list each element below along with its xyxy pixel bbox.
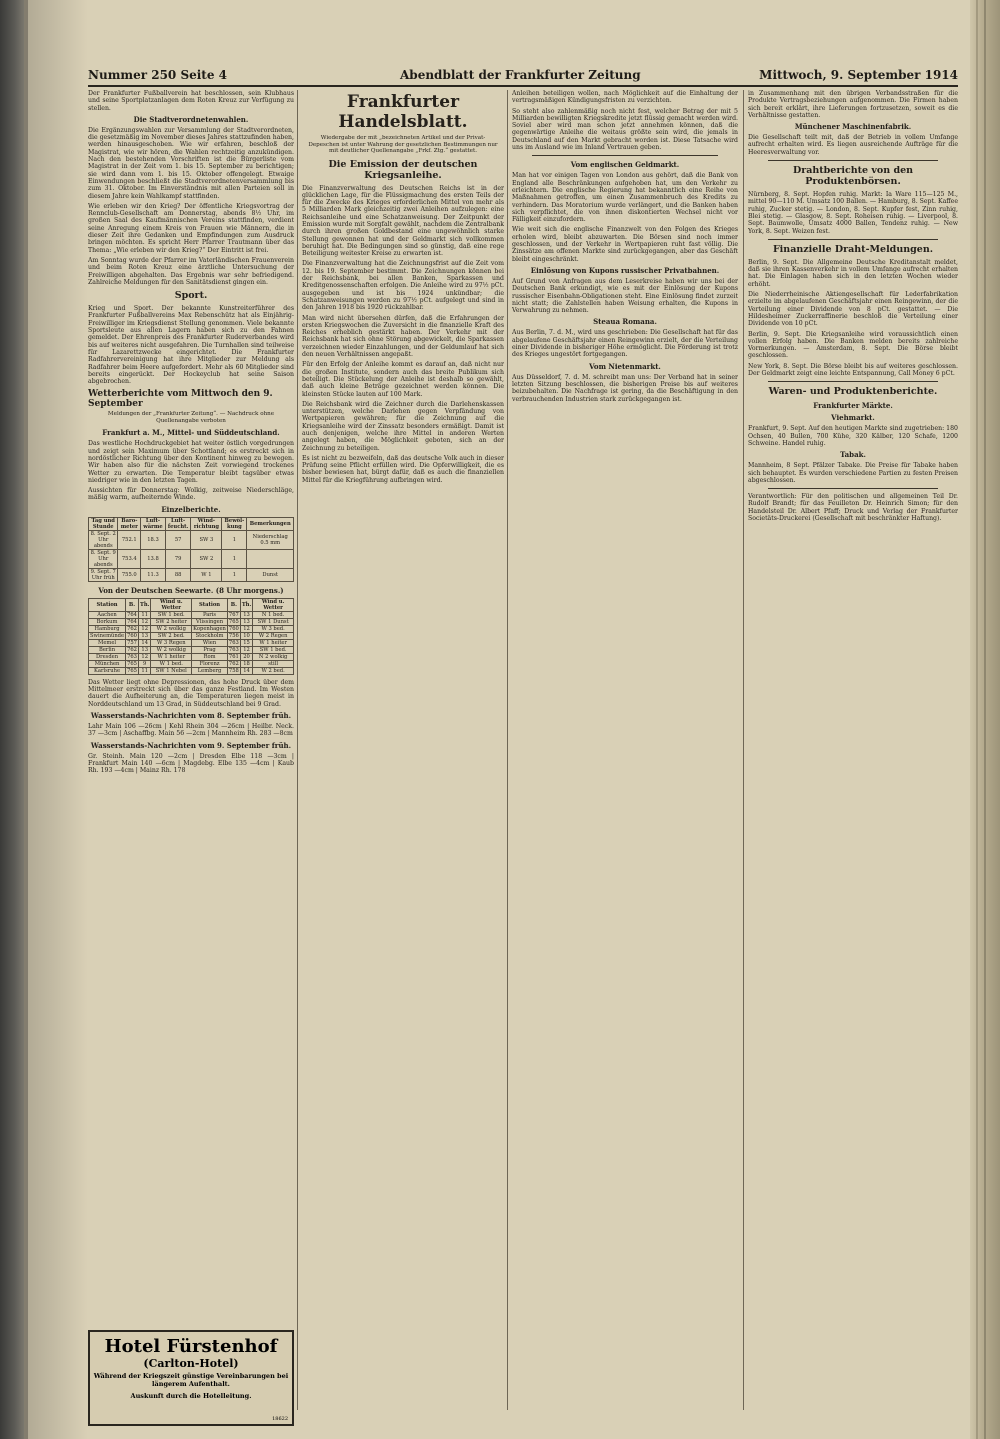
article-text: Für den Erfolg der Anleihe kommt es darauf an, daß nicht nur die großen Institute, sondern auch das breite Publikum sich beteiligt. Die Stückelung der Anleihe ist deshalb so gewählt, daß auch kleine Beträge gezeichnet werden können. Die kleinsten Stücke lauten auf 100 Mark. bbox=[302, 361, 504, 398]
table-cell: W 3 Regen bbox=[151, 639, 192, 646]
column-handelsblatt bbox=[302, 90, 504, 1405]
table-cell: SW 1 Dunst bbox=[253, 618, 294, 625]
table-cell: 762 bbox=[127, 646, 137, 653]
table-cell: Niederschlag 0.5 mm bbox=[247, 530, 294, 549]
station-row bbox=[89, 660, 294, 667]
table-cell: W 1 bbox=[191, 568, 222, 581]
column-rule bbox=[507, 90, 508, 1410]
table-cell: Borkum bbox=[89, 618, 126, 625]
table-cell: 763 bbox=[228, 639, 239, 646]
table-cell: 12 bbox=[240, 646, 252, 653]
table-cell: SW 3 bbox=[191, 530, 222, 549]
table-cell: 761 bbox=[228, 653, 239, 660]
table-cell: 1 bbox=[222, 549, 247, 568]
divider bbox=[768, 488, 938, 489]
table-cell: 753.4 bbox=[118, 549, 141, 568]
weather-table bbox=[88, 517, 294, 582]
section-heading: Finanzielle Draht-Meldungen. bbox=[772, 243, 934, 255]
station-row bbox=[89, 667, 294, 674]
table-cell: 13 bbox=[240, 618, 252, 625]
table-header-cell: Tag und Stunde bbox=[89, 517, 118, 530]
table-cell: 12 bbox=[138, 653, 150, 660]
column-local-news bbox=[88, 90, 294, 1405]
table-header-cell: Bemerkungen bbox=[247, 517, 294, 530]
article-text: Der Frankfurter Fußballverein hat beschlossen, sein Klubhaus und seine Sportplatzanlagen dem Roten Kreuz zur Verfügung zu stellen. bbox=[88, 90, 294, 112]
masthead: Abendblatt der Frankfurter Zeitung bbox=[400, 68, 641, 82]
water-heading: Wasserstands-Nachrichten vom 9. September früh. bbox=[90, 740, 292, 750]
table-header-cell: Wind u. Wetter bbox=[151, 598, 192, 611]
table-header-cell: Station bbox=[89, 598, 126, 611]
table-cell: N 2 wolkig bbox=[253, 653, 294, 660]
table-cell: SW 2 heiter bbox=[151, 618, 192, 625]
table-header-cell: Th. bbox=[240, 598, 252, 611]
column-rule bbox=[743, 90, 744, 1410]
water-heading: Wasserstands-Nachrichten vom 8. September früh. bbox=[90, 710, 292, 720]
table-cell: 10 bbox=[240, 632, 252, 639]
table-cell: 765 bbox=[127, 660, 137, 667]
table-cell: Berlin bbox=[89, 646, 126, 653]
table-cell: 758 bbox=[228, 667, 239, 674]
water-levels: Gr. Steinh. Main 120 —2cm | Dresden Elbe 118 —3cm | Frankfurt Main 140 —6cm | Magdebg. Elbe 135 —4cm | Kaub Rh. 193 —4cm | Mainz Rh. 178 bbox=[88, 752, 294, 775]
ad-code: 18622 bbox=[272, 1416, 288, 1422]
article-text: Das Wetter liegt ohne Depressionen, das hohe Druck über dem Mittelmeer erstreckt sich über das ganze Festland. Im Westen dauert die Aufheiterung an, die Temperaturen liegen meist in Norddeutschland um 13 Grad, in Süddeutschland bei 9 Grad. bbox=[88, 678, 294, 708]
table-cell: 765 bbox=[127, 667, 137, 674]
article-headline: Einlösung von Kupons russischer Privatbahnen. bbox=[530, 265, 720, 275]
weather-row bbox=[89, 549, 294, 568]
table-cell: W 1 heiter bbox=[151, 653, 192, 660]
imprint: Verantwortlich: Für den politischen und allgemeinen Teil Dr. Rudolf Brandt; für das Feuilleton Dr. Heinrich Simon; für den Handelsteil Dr. Albert Pfaff; Druck und Verlag der Frankfurter Societäts-Druckerei (Gesellschaft mit beschränkter Haftung). bbox=[748, 493, 958, 522]
divider bbox=[768, 160, 938, 161]
article-text: Wie erleben wir den Krieg? Der öffentliche Kriegsvortrag der Rennclub-Gesellschaft am Donnerstag, abends 8½ Uhr, im großen Saal des Kaufmännischen Vereins stattfinden, verdient seine Anregung einem Kreis von Frauen wie Männern, die in dieser Zeit ihre Gedanken und Empfindungen zum Ausdruck bringen möchten. Es spricht Herr Pfarrer Trautmann über das Thema: „Wie erleben wir den Krieg?“ Der Eintritt ist frei. bbox=[88, 202, 294, 254]
market-heading: Tabak. bbox=[840, 450, 866, 460]
table-cell: 9 bbox=[138, 660, 150, 667]
table-cell: Karlsruhe bbox=[89, 667, 126, 674]
article-text: Wie weit sich die englische Finanzwelt von den Folgen des Krieges erholen wird, bleibt abzuwarten. Die Börsen sind noch immer geschlossen, und der Verkehr in Wertpapieren ruht fast völlig. Die Zinssätze am offenen Markte sind zurückgegangen, aber das Geschäft bleibt eingeschränkt. bbox=[512, 226, 738, 263]
table-cell: 12 bbox=[138, 625, 150, 632]
table-cell: 757 bbox=[127, 639, 137, 646]
table-cell: Swinemünde bbox=[90, 632, 125, 639]
station-row bbox=[89, 611, 294, 618]
table-cell: 762 bbox=[127, 625, 137, 632]
seewarte-heading: Von der Deutschen Seewarte. (8 Uhr morgens.) bbox=[98, 585, 284, 595]
issue-date: Mittwoch, 9. September 1914 bbox=[759, 68, 958, 82]
table-cell: W 1 bed. bbox=[151, 660, 192, 667]
table-cell: still bbox=[253, 660, 294, 667]
station-row bbox=[89, 646, 294, 653]
weather-subheading: Frankfurt a. M., Mittel- und Süddeutschland. bbox=[102, 428, 280, 438]
table-cell: SW 2 bbox=[191, 549, 222, 568]
article-text: Das westliche Hochdruckgebiet hat weiter östlich vorgedrungen und zeigt sein Maximum über Schottland; es erstreckt sich in nordöstlicher Richtung über den Kontinent hinweg zu bewegen. Wir haben also für die nächsten Zeit vorwiegend trockenes Wetter zu erwarten. Die Temperatur bleibt tagsüber etwas niedriger wie in den letzten Tagen. bbox=[88, 440, 294, 484]
column-rule bbox=[297, 90, 298, 1410]
table-header-cell: Station bbox=[192, 598, 228, 611]
page-stack-edge bbox=[970, 0, 1000, 1439]
article-text: Berlin, 9. Sept. Die Kriegsanleihe wird voraussichtlich einen vollen Erfolg haben. Die Banken melden bereits zahlreiche Vormerkungen. — Amsterdam, 8. Sept. Die Börse bleibt geschlossen. bbox=[748, 330, 958, 360]
station-row bbox=[89, 618, 294, 625]
table-header-cell: Bewöl-kung bbox=[222, 517, 247, 530]
sport-heading: Sport. bbox=[174, 290, 208, 302]
table-cell: Rom bbox=[192, 653, 228, 660]
divider bbox=[768, 381, 938, 382]
table-cell: Kopenhagen bbox=[193, 625, 226, 632]
table-cell: 14 bbox=[240, 667, 252, 674]
divider bbox=[768, 239, 938, 240]
table-cell: Stockholm bbox=[192, 632, 228, 639]
table-cell: Florenz bbox=[192, 660, 228, 667]
market-heading: Viehmarkt. bbox=[831, 413, 875, 423]
table-cell: 1 bbox=[222, 530, 247, 549]
table-cell: 764 bbox=[127, 611, 137, 618]
table-cell: München bbox=[89, 660, 126, 667]
table-cell: W 1 heiter bbox=[253, 639, 294, 646]
article-text: Aussichten für Donnerstag: Wolkig, zeitweise Niederschläge, mäßig warm, aufheiternde Winde. bbox=[88, 487, 294, 502]
station-row bbox=[89, 625, 294, 632]
table-header-cell: Wind u. Wetter bbox=[253, 598, 294, 611]
table-cell: 15 bbox=[240, 639, 252, 646]
table-cell: Prag bbox=[192, 646, 228, 653]
article-text: Die Ergänzungswahlen zur Versammlung der Stadtverordneten, die gesetzmäßig im November dieses Jahres stattzufinden haben, werden hinausgeschoben. Wie wir erfahren, beschloß der Magistrat, wie wir hören, die Wahlen rechtzeitig anzukündigen. Nach den bestehenden Vorschriften ist die Bürgerliste vom Magistrat in der Zeit vom 1. bis 15. September zu berichtigen; sie wird dann vom 1. bis 15. Oktober offengelegt. Etwaige Einwendungen beschließt die Stadtverordnetenversammlung bis zum 31. Oktober. Im Einverständnis mit allen Parteien soll in diesem Jahre kein Wahlkampf stattfinden. bbox=[88, 126, 294, 200]
article-text: Die Finanzverwaltung des Deutschen Reichs ist in der glücklichen Lage, für die Flüssigmachung des ersten Teils der für die Zwecke des Krieges erforderlichen Mittel von mehr als 5 Milliarden Mark gleichzeitig zwei Anleihen aufzulegen: eine Reichsanleihe und eine Schatzanweisung. Der Zeitpunkt der Emission wurde mit Sorgfalt gewählt, nachdem die Zentralbank durch ihren großen Goldbestand eine ungewöhnlich starke Stellung gewonnen hat und der Geldmarkt sich vollkommen beruhigt hat. Die Bedingungen sind so günstig, daß eine rege Beteiligung weitester Kreise zu erwarten ist. bbox=[302, 184, 504, 258]
table-cell: W 2 Regen bbox=[253, 632, 294, 639]
article-text: in Zusammenhang mit den übrigen Verbandsstraßen für die Produkte Vertragsbeziehungen aufgenommen. Die Firmen haben sich bereit erklärt, ihre Lieferungen fortzusetzen, soweit es die Verhältnisse gestatten. bbox=[748, 90, 958, 119]
table-cell: 13 bbox=[240, 611, 252, 618]
section-heading: Die Stadtverordnetenwahlen. bbox=[133, 114, 249, 124]
table-cell: 9. Sept. 7 Uhr früh bbox=[89, 568, 118, 581]
station-table bbox=[88, 598, 294, 675]
reports-heading: Einzelberichte. bbox=[161, 504, 221, 514]
weather-note: Meldungen der „Frankfurter Zeitung“. — Nachdruck ohne Quellenangabe verboten bbox=[107, 411, 275, 424]
section-title: Frankfurter Handelsblatt. bbox=[338, 92, 468, 132]
table-cell: 763 bbox=[228, 646, 239, 653]
article-text: Frankfurt, 9. Sept. Auf den heutigen Markte sind zugetrieben: 180 Ochsen, 40 Bullen, 700 Kühe, 320 Kälber, 120 Schafe, 1200 Schweine. Handel ruhig. bbox=[748, 425, 958, 447]
book-binding bbox=[0, 0, 24, 1439]
reprint-note: Wiedergabe der mit „bezeichneten Artikel und der Privat-Depeschen ist unter Wahrung der gesetzlichen Bestimmungen nur mit deutlicher Quellenangabe „Frkf. Ztg.“ gestattet. bbox=[308, 135, 498, 154]
hotel-advertisement bbox=[88, 1330, 294, 1426]
column-markets bbox=[748, 90, 958, 1405]
table-cell: 18 bbox=[240, 660, 252, 667]
table-header-cell: Luft-wärme bbox=[141, 517, 166, 530]
divider bbox=[532, 155, 718, 156]
ad-footer: Auskunft durch die Hotelleitung. bbox=[130, 1392, 252, 1400]
article-headline: Steaua Romana. bbox=[593, 317, 657, 327]
table-cell: 18.3 bbox=[141, 530, 166, 549]
table-cell: 57 bbox=[165, 530, 191, 549]
article-headline: Münchener Maschinenfabrik. bbox=[794, 122, 912, 132]
article-text: Aus Düsseldorf, 7. d. M. schreibt man uns: Der Verband hat in seiner letzten Sitzung beschlossen, die bisherigen Preise bis auf weiteres beizubehalten. Die Nachfrage ist gering, da die Beschäftigung in den verbrauchenden Industrien stark zurückgegangen ist. bbox=[512, 373, 738, 403]
table-cell: 8. Sept. 2 Uhr abends bbox=[89, 530, 118, 549]
table-cell: 79 bbox=[165, 549, 191, 568]
table-cell: Aachen bbox=[89, 611, 126, 618]
issue-number: Nummer 250 Seite 4 bbox=[88, 68, 228, 82]
table-cell: N 1 bed. bbox=[253, 611, 294, 618]
page-header bbox=[88, 68, 958, 86]
page-fold-shadow bbox=[28, 0, 88, 1439]
table-header-cell: Th. bbox=[138, 598, 150, 611]
table-header-cell: Baro-meter bbox=[118, 517, 141, 530]
table-cell: 12 bbox=[240, 625, 252, 632]
table-cell: 13.8 bbox=[141, 549, 166, 568]
table-cell: W 2 bed. bbox=[253, 667, 294, 674]
table-cell: 11 bbox=[138, 667, 150, 674]
article-text: Anleihen beteiligen wollen, nach Möglichkeit auf die Einhaltung der vertragsmäßigen Kündigungsfristen zu verzichten. bbox=[512, 90, 738, 105]
article-text: Man hat vor einigen Tagen von London aus gehört, daß die Bank von England alle Beschränkungen aufgehoben hat, um den Verkehr zu erleichtern. Die englische Regierung hat bekanntlich eine Reihe von Maßnahmen getroffen, um einen Zusammenbruch des Kredits zu verhindern. Das Moratorium wurde verlängert, und die Banken haben sich verpflichtet, die von ihnen diskontierten Wechsel nicht vor Fälligkeit einzufordern. bbox=[512, 172, 738, 224]
table-cell: 20 bbox=[240, 653, 252, 660]
table-cell: 11 bbox=[138, 611, 150, 618]
table-cell: W 3 bed. bbox=[253, 625, 294, 632]
article-text: Die Finanzverwaltung hat die Zeichnungsfrist auf die Zeit vom 12. bis 19. September bestimmt. Die Zeichnungen können bei der Reichsbank, bei allen Banken, Sparkassen und Kreditgenossenschaften erfolgen. Die Anleihe wird zu 97½ pCt. ausgegeben und ist bis 1924 unkündbar; die Schatzanweisungen werden zu 97½ pCt. aufgelegt und sind in den Jahren 1918 bis 1920 rückzahlbar. bbox=[302, 260, 504, 312]
table-cell bbox=[247, 549, 294, 568]
article-text: Mannheim, 8 Sept. Pfälzer Tabake. Die Preise für Tabake haben sich behauptet. Es wurden verschiedene Partien zu festen Preisen abgeschlossen. bbox=[748, 462, 958, 484]
table-cell: 13 bbox=[138, 632, 150, 639]
table-cell: 1 bbox=[222, 568, 247, 581]
table-cell: SW 2 bed. bbox=[151, 632, 192, 639]
article-text: New York, 8. Sept. Die Börse bleibt bis auf weiteres geschlossen. Der Geldmarkt zeigt eine leichte Entspannung, Call Money 6 pCt. bbox=[748, 362, 958, 378]
section-heading: Waren- und Produktenberichte. bbox=[768, 386, 938, 398]
table-cell: 756 bbox=[228, 632, 239, 639]
table-cell: 13 bbox=[138, 646, 150, 653]
article-text: Die Niederrheinische Aktiengesellschaft für Lederfabrikation erzielte im abgelaufenen Geschäftsjahr einen Reingewinn, der die Verteilung einer Dividende von 8 pCt. gestattet. — Die Hildesheimer Zuckerraffinerie beschloß die Verteilung einer Dividende von 10 pCt. bbox=[748, 291, 958, 328]
table-cell: 11.3 bbox=[141, 568, 166, 581]
article-text: Auf Grund von Anfragen aus dem Leserkreise haben wir uns bei der Deutschen Bank erkundigt, wie es mit der Einlösung der Kupons russischer Eisenbahn-Obligationen steht. Eine Einlösung findet zurzeit nicht statt; die Zahlstellen haben Weisung erhalten, die Kupons in Verwahrung zu nehmen. bbox=[512, 277, 738, 315]
header-rule bbox=[88, 85, 958, 87]
table-cell: Memel bbox=[89, 639, 126, 646]
article-text: Die Gesellschaft teilt mit, daß der Betrieb in vollem Umfange aufrecht erhalten wird. Es liegen ausreichende Aufträge für die Heeresverwaltung vor. bbox=[748, 134, 958, 156]
article-headline: Vom englischen Geldmarkt. bbox=[570, 160, 680, 170]
article-text: Die Reichsbank wird die Zeichner durch die Darlehenskassen unterstützen, welche Darlehen gegen Verpfändung von Wertpapieren gewähren; für die Zeichnung auf die Kriegsanleihe wird der Zinssatz besonders ermäßigt. Damit ist auch denjenigen, welche ihre Mittel in anderen Werten angelegt haben, die Möglichkeit geboten, sich an der Zeichnung zu beteiligen. bbox=[302, 400, 504, 452]
weather-row bbox=[89, 530, 294, 549]
table-header-cell: B. bbox=[227, 598, 240, 611]
table-cell: 8. Sept. 9 Uhr abends bbox=[89, 549, 118, 568]
column-finance bbox=[512, 90, 738, 1405]
table-header-cell: Wind-richtung bbox=[191, 517, 222, 530]
table-cell: W 2 wolkig bbox=[151, 625, 192, 632]
station-row bbox=[89, 653, 294, 660]
table-cell: 765 bbox=[228, 618, 239, 625]
article-text: Man wird nicht übersehen dürfen, daß die Erfahrungen der ersten Kriegswochen die Zuversicht in die finanzielle Kraft des Reiches erheblich gestärkt haben. Der Verkehr mit der Reichsbank hat sich ohne Störung abgewickelt, die Sparkassen verzeichnen wieder Einzahlungen, und der Geldumlauf hat sich den neuen Verhältnissen angepaßt. bbox=[302, 314, 504, 359]
table-header-cell: Luft-feucht. bbox=[165, 517, 191, 530]
section-heading: Drahtberichte von den Produktenbörsen. bbox=[792, 165, 914, 188]
table-cell: W 2 wolkig bbox=[151, 646, 192, 653]
table-cell: 767 bbox=[228, 611, 239, 618]
weather-heading: Wetterberichte vom Mittwoch den 9. September bbox=[88, 389, 273, 410]
table-cell: 88 bbox=[165, 568, 191, 581]
table-cell: 752.1 bbox=[118, 530, 141, 549]
ad-hotel-name: Hotel Fürstenhof bbox=[104, 1336, 278, 1357]
table-cell: Hamburg bbox=[89, 625, 126, 632]
ad-description: Während der Kriegszeit günstige Vereinbarungen bei längerem Aufenthalt. bbox=[93, 1372, 289, 1388]
table-header-cell: B. bbox=[126, 598, 139, 611]
table-cell: 760 bbox=[127, 632, 137, 639]
table-cell: 764 bbox=[127, 618, 137, 625]
article-headline: Die Emission der deutschen Kriegsanleihe. bbox=[328, 158, 478, 181]
article-text: Aus Berlin, 7. d. M., wird uns geschrieben: Die Gesellschaft hat für das abgelaufene Geschäftsjahr einen Reingewinn erzielt, der die Verteilung einer Dividende in bisheriger Höhe ermöglicht. Die Förderung ist trotz des Krieges ungestört fortgegangen. bbox=[512, 329, 738, 359]
table-cell: Dunst bbox=[247, 568, 294, 581]
table-cell: SW 1 bed. bbox=[151, 611, 192, 618]
article-text: Krieg und Sport. Der bekannte Kunstreiterführer des Frankfurter Fußballvereins Max Rebenschütz hat als Einjährig-Freiwilliger im Kriegsdienst Stellung genommen. Viele bekannte Sportsleute aus allen Lagern haben sich zu den Fahnen gemeldet. Der Ehrenpreis des Frankfurter Ruderverbandes wird bis auf weiteres nicht ausgefahren. Die Turnhallen sind teilweise für Lazarettzwecke eingerichtet. Die Frankfurter Radfahrervereinigung hat ihre Mitglieder zur Meldung als Radfahrer beim Heere aufgefordert. Mehr als 60 Mitglieder sind bereits eingerückt. Der Hockeyclub hat seine Saison abgebrochen. bbox=[88, 305, 294, 386]
table-cell: SW 1 bed. bbox=[253, 646, 294, 653]
article-text: Am Sonntag wurde der Pfarrer im Vaterländischen Frauenverein und beim Roten Kreuz eine ärztliche Untersuchung der Freiwilligen abgehalten. Das Ergebnis war sehr befriedigend. Zahlreiche Meldungen für den Sanitätsdienst gingen ein. bbox=[88, 256, 294, 286]
table-cell: 762 bbox=[228, 660, 239, 667]
table-cell: SW 1 Nebel bbox=[151, 667, 192, 674]
subsection-heading: Frankfurter Märkte. bbox=[813, 401, 893, 411]
article-headline: Vom Nietenmarkt. bbox=[589, 361, 661, 371]
table-cell: 763 bbox=[127, 653, 137, 660]
article-text: Berlin, 9. Sept. Die Allgemeine Deutsche Kreditanstalt meldet, daß sie ihren Kassenverkehr in vollem Umfange aufrecht erhalten hat. Die Einlagen haben sich in den letzten Wochen wieder erhöht. bbox=[748, 258, 958, 288]
table-cell: Vlissingen bbox=[192, 618, 228, 625]
table-cell: 760 bbox=[228, 625, 239, 632]
table-cell: 14 bbox=[138, 639, 150, 646]
article-text: Nürnberg, 8. Sept. Hopfen ruhig. Markt: Ia Ware 115—125 M., mittel 90—110 M. Umsatz 100 Ballen. — Hamburg, 8. Sept. Kaffee ruhig, Zucker stetig. — London, 8. Sept. Kupfer fest, Zinn ruhig, Blei stetig. — Glasgow, 8. Sept. Roheisen ruhig. — Liverpool, 8. Sept. Baumwolle, Umsatz 4000 Ballen, Tendenz ruhig. — New York, 8. Sept. Weizen fest. bbox=[748, 191, 958, 235]
article-text: So steht also zahlenmäßig noch nicht fest, welcher Betrag der mit 5 Milliarden bewilligten Kriegskredite jetzt flüssig gemacht werden wird. Soviel aber wird man schon jetzt annehmen können, daß die gegenwärtige Anleihe die weitaus größte sein wird, die jemals in Deutschland auf den Markt gebracht worden ist. Diese Tatsache wird uns im Ausland wie im Inland Vertrauen geben. bbox=[512, 107, 738, 152]
water-levels: Lahr Main 106 —26cm | Kehl Rhein 304 —26cm | Heilbr. Neck. 37 —3cm | Aschaffbg. Main 56 —2cm | Mannheim Rh. 283 —8cm bbox=[88, 722, 294, 738]
table-cell: Wien bbox=[192, 639, 228, 646]
table-cell: 755.0 bbox=[118, 568, 141, 581]
station-row bbox=[89, 639, 294, 646]
weather-row bbox=[89, 568, 294, 581]
article-text: Es ist nicht zu bezweifeln, daß das deutsche Volk auch in dieser Prüfung seine Pflicht erfüllen wird. Die Opferwilligkeit, die es bisher bewiesen hat, bürgt dafür, daß es auch die finanziellen Mittel für die Kriegführung aufbringen wird. bbox=[302, 454, 504, 484]
ad-hotel-subtitle: (Carlton-Hotel) bbox=[143, 1357, 239, 1370]
table-cell: Paris bbox=[192, 611, 228, 618]
table-cell: Lemberg bbox=[192, 667, 228, 674]
table-cell: Dresden bbox=[89, 653, 126, 660]
station-row bbox=[89, 632, 294, 639]
table-cell: 12 bbox=[138, 618, 150, 625]
